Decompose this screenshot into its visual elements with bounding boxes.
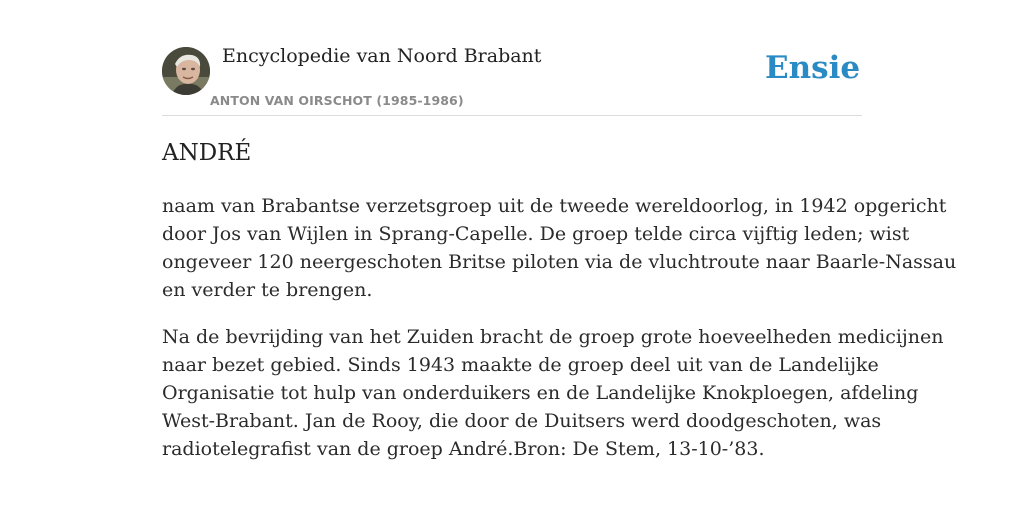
paragraph-line: naar bezet gebied. Sinds 1943 maakte de groep deel uit van de Landelijke [162,354,879,376]
paragraph-line: naam van Brabantse verzetsgroep uit de tweede wereldoorlog, in 1942 opgericht [162,195,947,217]
ensie-logo[interactable]: Ensie [765,50,861,86]
author-name[interactable]: ANTON VAN OIRSCHOT (1985-1986) [210,93,464,108]
header-divider [162,115,862,116]
entry-title: ANDRÉ [162,140,252,166]
entry-paragraph-1 [162,192,957,304]
paragraph-line: door Jos van Wijlen in Sprang-Capelle. De groep telde circa vijftig leden; wist [162,223,910,245]
encyclopedia-title[interactable]: Encyclopedie van Noord Brabant [222,45,542,67]
paragraph-line: ongeveer 120 neergeschoten Britse piloten via de vluchtroute naar Baarle-Nassau [162,251,957,273]
paragraph-line: radiotelegrafist van de groep André.Bron: De Stem, 13-10-’83. [162,438,765,460]
paragraph-line: en verder te brengen. [162,279,373,301]
paragraph-line: Na de bevrijding van het Zuiden bracht de groep grote hoeveelheden medicijnen [162,326,944,348]
author-avatar[interactable] [162,47,210,95]
entry-paragraph-2 [162,323,944,463]
paragraph-line: Organisatie tot hulp van onderduikers en de Landelijke Knokploegen, afdeling [162,382,919,404]
author-portrait-icon [162,47,210,95]
paragraph-line: West-Brabant. Jan de Rooy, die door de Duitsers werd doodgeschoten, was [162,410,882,432]
